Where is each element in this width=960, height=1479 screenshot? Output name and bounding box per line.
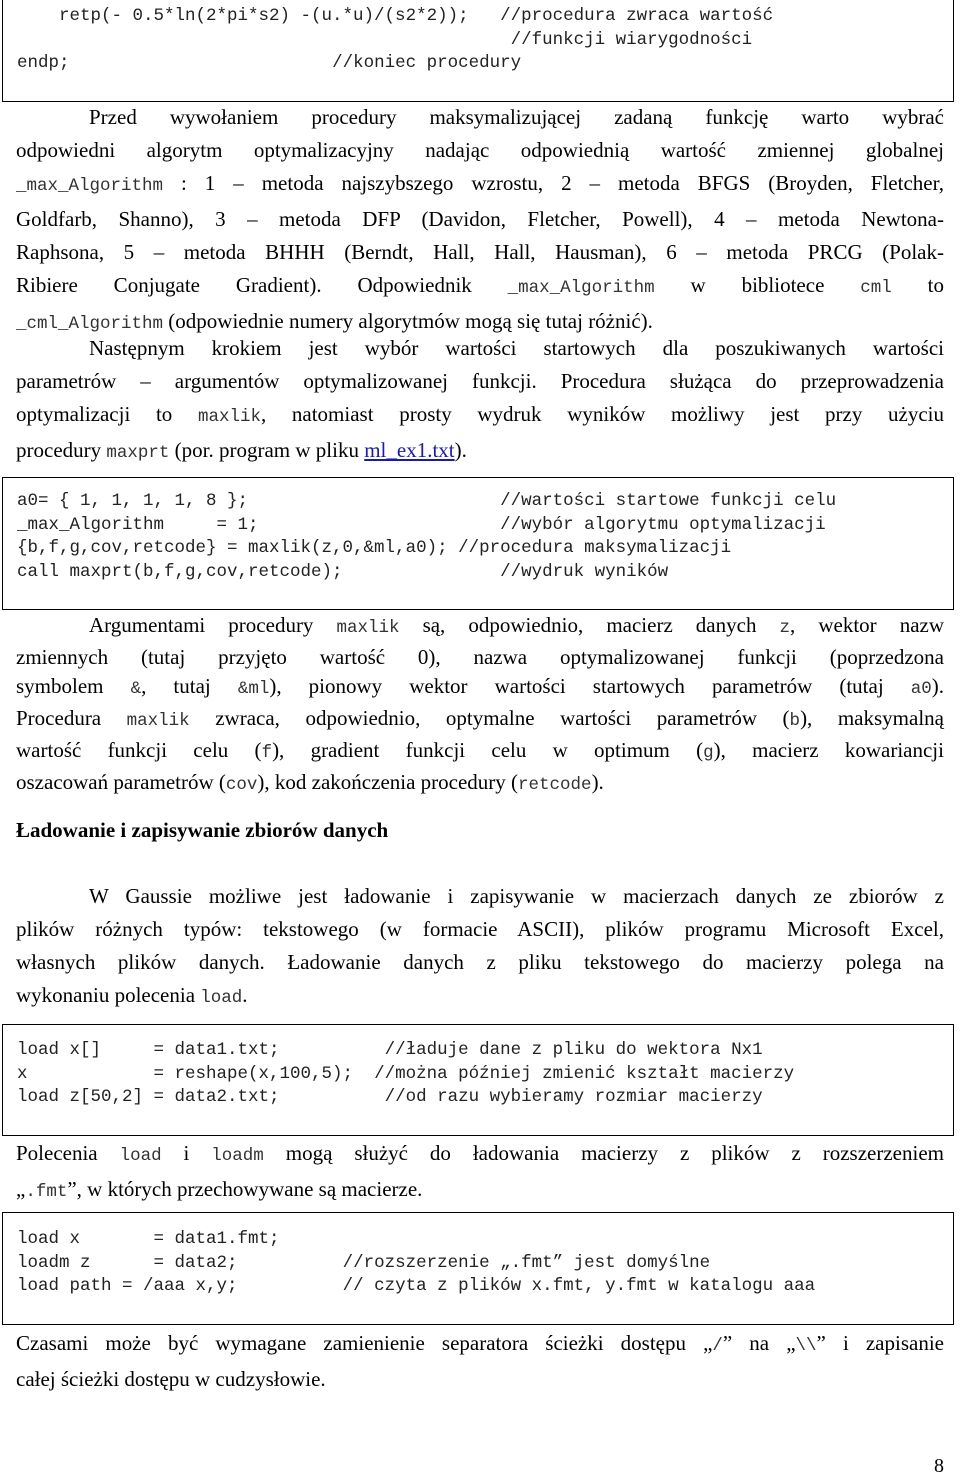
code-comment: //od razu wybieramy rozmiar macierzy — [384, 1087, 763, 1107]
text-span: (odpowiednie numery algorytmów mogą się tutaj różnić). — [163, 309, 653, 333]
text-line — [16, 1327, 944, 1363]
code-text: load x = data1.fmt; — [17, 1229, 280, 1249]
code-text — [17, 30, 490, 50]
code-comment: //wartości startowe funkcji celu — [500, 491, 837, 511]
text-span: ). — [591, 770, 604, 794]
text-span: . — [242, 983, 248, 1007]
text-line — [16, 672, 944, 704]
inline-code: \\ — [795, 1336, 817, 1356]
text-line: Następnym krokiem jest wybór wartości startowych dla poszukiwanych wartości — [89, 336, 944, 360]
text-line: całej ścieżki dostępu w cudzysłowie. — [16, 1367, 326, 1391]
code-text: x = reshape(x,100,5); — [17, 1063, 375, 1084]
section-heading: Ładowanie i zapisywanie zbiorów danych — [16, 818, 389, 842]
text-line: parametrów – argumentów optymalizowanej funkcji. Procedura służąca do przeprowadzenia — [16, 369, 944, 393]
inline-code: loadm — [211, 1146, 264, 1166]
text-span: i — [161, 1141, 212, 1165]
inline-code: f — [261, 743, 273, 763]
code-line — [17, 490, 953, 514]
text-line — [16, 1137, 944, 1173]
code-block-procedure-end — [2, 0, 954, 102]
inline-code: a0 — [910, 679, 932, 699]
text-span: ), pionowy wektor wartości startowych parametrów (tutaj — [269, 674, 911, 698]
code-block-load-fmt — [2, 1212, 954, 1325]
text-span: to — [891, 273, 945, 297]
text-line — [16, 1173, 944, 1209]
paragraph-loading-data — [16, 880, 944, 1015]
code-comment: //procedura maksymalizacji — [458, 538, 732, 558]
paragraph-load-loadm — [16, 1137, 944, 1209]
inline-code: load — [200, 988, 243, 1008]
code-comment: //ładuje dane z pliku do wektora Nx1 — [384, 1040, 763, 1060]
code-comment: //można później zmienić kształt macierzy — [374, 1063, 795, 1084]
code-text: retp(- 0.5*ln(2*pi*s2) -(u.*u)/(s2*2)); — [17, 6, 480, 26]
code-comment: // czyta z plików x.fmt, y.fmt w katalogu aaa — [342, 1276, 816, 1296]
code-comment: //koniec procedury — [311, 53, 522, 73]
text-line — [16, 167, 944, 203]
code-text: load path = /aaa x,y; — [17, 1276, 343, 1296]
code-text: endp; — [17, 53, 312, 73]
text-span: optymalizacji to — [16, 402, 198, 426]
text-line — [16, 398, 944, 434]
paragraph-path-separator — [16, 1327, 944, 1396]
text-span: Procedura — [16, 706, 127, 730]
code-line — [17, 561, 953, 585]
text-span: ” i zapisanie — [816, 1331, 944, 1355]
code-line — [17, 514, 953, 538]
text-span: ), maksymalną — [800, 706, 944, 730]
text-line — [16, 611, 944, 643]
text-line — [16, 979, 944, 1015]
text-line: odpowiedni algorytm optymalizacyjny nadając odpowiednią wartość zmiennej globalnej — [16, 138, 944, 162]
inline-code: maxprt — [106, 443, 170, 463]
inline-code: & — [130, 679, 142, 699]
text-line — [16, 768, 944, 800]
inline-code: / — [712, 1336, 723, 1356]
text-line — [16, 434, 944, 470]
code-text: a0= { 1, 1, 1, 1, 8 }; — [17, 491, 501, 511]
code-line — [17, 1063, 953, 1087]
text-span: wartość funkcji celu ( — [16, 738, 262, 762]
file-link[interactable]: ml_ex1.txt — [364, 438, 455, 462]
inline-code: cml — [860, 278, 892, 298]
inline-code: load — [119, 1146, 162, 1166]
code-text: load z[50,2] = data2.txt; — [17, 1087, 385, 1107]
text-span: ), kod zakończenia procedury ( — [257, 770, 519, 794]
text-span: , wektor nazw — [790, 613, 945, 637]
text-span: symbolem — [16, 674, 131, 698]
code-line — [17, 537, 953, 561]
text-span: ). — [454, 438, 467, 462]
text-span: ). — [931, 674, 945, 698]
text-span: Czasami może być wymagane zamienienie separatora ścieżki dostępu „ — [16, 1331, 713, 1355]
paragraph-start-values — [16, 332, 944, 470]
text-line: własnych plików danych. Ładowanie danych z pliku tekstowego do macierzy polega na — [16, 950, 944, 974]
code-line — [17, 1252, 953, 1276]
code-comment: //rozszerzenie „.fmt” jest domyślne — [342, 1252, 711, 1273]
text-span: wykonaniu polecenia — [16, 983, 201, 1007]
text-line: plików różnych typów: tekstowego (w formacie ASCII), plików programu Microsoft Excel, — [16, 917, 944, 941]
text-span: , natomiast prosty wydruk wyników możliwy jest przy użyciu — [260, 402, 945, 426]
text-line — [16, 269, 944, 305]
text-span: mogą służyć do ładowania macierzy z plików z rozszerzeniem — [263, 1141, 944, 1165]
code-line — [17, 5, 953, 29]
text-line: Raphsona, 5 – metoda BHHH (Berndt, Hall, Hall, Hausman), 6 – metoda PRCG (Polak- — [16, 240, 944, 264]
text-line: Goldfarb, Shanno), 3 – metoda DFP (Davidon, Fletcher, Powell), 4 – metoda Newtona- — [16, 207, 944, 231]
inline-code: g — [703, 743, 714, 763]
text-span: „ — [16, 1177, 26, 1201]
text-span: ”, w których przechowywane są macierze. — [67, 1177, 423, 1201]
inline-code: maxlik — [197, 407, 261, 427]
code-line — [17, 1086, 953, 1110]
text-line: zmiennych (tutaj przyjęto wartość 0), nazwa optymalizowanej funkcji (poprzedzona — [16, 645, 944, 669]
paragraph-algorithm-choice — [16, 101, 944, 341]
text-span: są, odpowiednio, macierz danych — [399, 613, 780, 637]
code-line — [17, 1228, 953, 1252]
inline-code: cov — [225, 775, 258, 795]
code-comment: //procedura zwraca wartość — [479, 6, 774, 26]
text-line: W Gaussie możliwe jest ładowanie i zapisywanie w macierzach danych ze zbiorów z — [89, 884, 944, 908]
text-span: procedury — [16, 438, 107, 462]
text-span: Ribiere Conjugate Gradient). Odpowiednik — [16, 273, 508, 297]
text-line — [16, 704, 944, 736]
inline-code: maxlik — [336, 618, 400, 638]
code-text: loadm z = data2; — [17, 1252, 343, 1273]
text-span: : 1 – metoda najszybszego wzrostu, 2 – metoda BFGS (Broyden, Fletcher, — [163, 171, 944, 195]
code-text: call maxprt(b,f,g,cov,retcode); — [17, 561, 501, 582]
inline-code: &ml — [237, 679, 270, 699]
code-line — [17, 1275, 953, 1299]
code-block-load-txt — [2, 1024, 954, 1136]
code-text: {b,f,g,cov,retcode} = maxlik(z,0,&ml,a0); — [17, 538, 459, 558]
code-comment: //wybór algorytmu optymalizacji — [500, 514, 826, 535]
text-span: w bibliotece — [654, 273, 861, 297]
inline-code: z — [779, 618, 791, 638]
text-span: ), macierz kowariancji — [713, 738, 944, 762]
inline-code: b — [789, 711, 801, 731]
code-line — [17, 29, 953, 53]
text-span: (por. program w pliku — [169, 438, 365, 462]
text-span: Polecenia — [16, 1141, 120, 1165]
code-comment: //funkcji wiarygodności — [489, 29, 753, 50]
inline-code: _cml_Algorithm — [16, 314, 164, 334]
inline-code: _max_Algorithm — [507, 278, 655, 298]
text-span: ), gradient funkcji celu w optimum ( — [272, 738, 704, 762]
inline-code: retcode — [518, 775, 592, 795]
paragraph-maxlik-arguments — [16, 611, 944, 800]
code-text: load x[] = data1.txt; — [17, 1040, 385, 1060]
code-line — [17, 52, 953, 76]
inline-code: .fmt — [25, 1182, 68, 1202]
code-comment: //wydruk wyników — [500, 561, 669, 582]
code-line — [17, 1039, 953, 1063]
text-span: oszacowań parametrów ( — [16, 770, 226, 794]
text-line — [16, 736, 944, 768]
text-span: , tutaj — [141, 674, 238, 698]
code-block-maxlik — [2, 477, 954, 610]
page-number: 8 — [934, 1455, 944, 1477]
text-span: zwraca, odpowiednio, optymalne wartości parametrów ( — [189, 706, 790, 730]
text-line: Przed wywołaniem procedury maksymalizującej zadaną funkcję warto wybrać — [89, 105, 944, 129]
inline-code: _max_Algorithm — [16, 176, 164, 196]
text-span: ” na „ — [722, 1331, 796, 1355]
inline-code: maxlik — [126, 711, 190, 731]
text-span: Argumentami procedury — [89, 613, 337, 637]
code-text: _max_Algorithm = 1; — [17, 514, 501, 535]
